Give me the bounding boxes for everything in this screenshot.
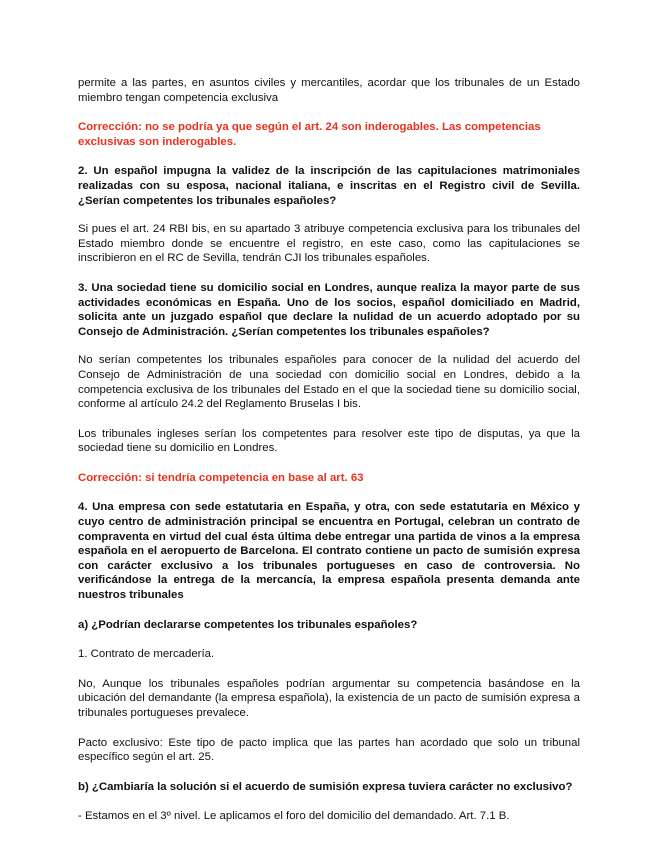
document-page [78,76,580,824]
question-4: 4. Una empresa con sede estatutaria en España, y otra, con sede estatutaria en México y cuyo centro de administración principal se encuentra en Portugal, celebran un contrato de compraventa en virtud del cual ésta última debe entregar una partida de vinos a la empresa española en el aeropuerto de Barcelona. El contrato contiene un pacto de sumisión expresa con carácter exclusivo a los tribunales portugueses en caso de controversia. No verificándose la entrega de la mercancía, la empresa española presenta demanda ante nuestros tribunales [78,501,580,602]
question-4b: b) ¿Cambiaría la solución si el acuerdo de sumisión expresa tuviera carácter no exclusivo? [78,780,573,793]
question-2: 2. Un español impugna la validez de la inscripción de las capitulaciones matrimoniales realizadas con su esposa, nacional italiana, e inscritas en el Registro civil de Sevilla. ¿Serían competentes los tribunales españoles? [78,165,580,207]
question-4a: a) ¿Podrían declararse competentes los tribunales españoles? [78,618,418,631]
answer-4a-body: No, Aunque los tribunales españoles podrían argumentar su competencia basándose en la ubicación del demandante (la empresa española), la existencia de un pacto de sumisión expresa a tribunales portugueses prevalece. [78,677,580,719]
correction-note-2: Corrección: si tendría competencia en base al art. 63 [78,471,364,484]
answer-4b: - Estamos en el 3º nivel. Le aplicamos el foro del domicilio del demandado. Art. 7.1 B. [78,810,510,823]
answer-3-part-2: Los tribunales ingleses serían los competentes para resolver este tipo de disputas, ya que la sociedad tiene su domicilio en Londres. [78,427,580,455]
answer-3-part-1: No serían competentes los tribunales españoles para conocer de la nulidad del acuerdo del Consejo de Administración de una sociedad con domicilio social en Londres, debido a la competencia exclusiva de los tribunales del Estado en el que la sociedad tiene su domicilio social, conforme al artículo 24.2 del Reglamento Bruselas I bis. [78,354,580,411]
answer-4a-heading: 1. Contrato de mercadería. [78,648,215,661]
correction-note-1: Corrección: no se podría ya que según el art. 24 son inderogables. Las competencias exclusivas son inderogables. [78,121,541,148]
answer-4a-exclusive-pact: Pacto exclusivo: Este tipo de pacto implica que las partes han acordado que solo un tribunal específico según el art. 25. [78,736,580,764]
answer-2: Si pues el art. 24 RBI bis, en su apartado 3 atribuye competencia exclusiva para los tribunales del Estado miembro donde se encuentre el registro, en este caso, como las capitulaciones se inscribieron en el RC de Sevilla, tendrán CJI los tribunales españoles. [78,223,580,265]
question-3: 3. Una sociedad tiene su domicilio social en Londres, aunque realiza la mayor parte de sus actividades económicas en España. Uno de los socios, español domiciliado en Madrid, solicita ante un juzgado español que declare la nulidad de un acuerdo adoptado por su Consejo de Administración. ¿Serían competentes los tribunales españoles? [78,281,580,338]
paragraph-intro-continuation: permite a las partes, en asuntos civiles y mercantiles, acordar que los tribunales de un Estado miembro tengan competencia exclusiva [78,77,580,104]
